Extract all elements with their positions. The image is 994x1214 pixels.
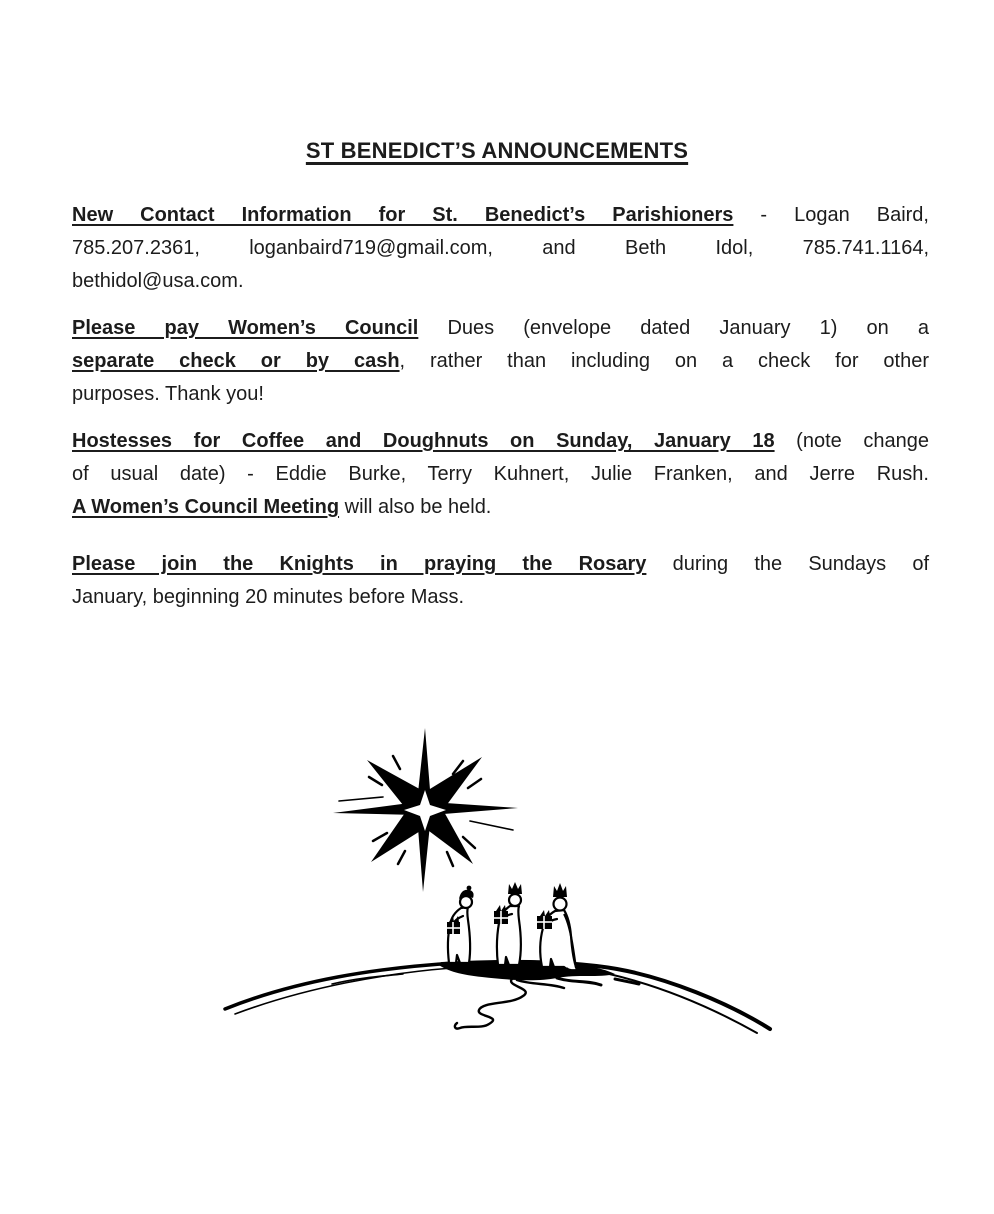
announcement-hostesses: [72, 425, 929, 524]
body-text: (note change: [774, 430, 929, 452]
star-and-magi-drawing: [217, 722, 777, 1042]
text-line: [72, 458, 929, 491]
announcement-womens-council-dues: [72, 312, 929, 411]
text-line: [72, 199, 929, 232]
body-text: will also be held.: [339, 496, 492, 518]
wise-man-middle: [494, 882, 522, 967]
announcement-rosary: [72, 548, 929, 614]
announcement-new-contact-info: [72, 199, 929, 298]
body-text: , rather than including on a check for other: [399, 350, 930, 372]
body-text: - Logan Baird,: [733, 204, 929, 226]
body-text: purposes. Thank you!: [72, 383, 264, 405]
body-text: Dues (envelope dated January 1) on a: [418, 317, 930, 339]
wise-man-right: [537, 883, 577, 970]
text-line: [72, 548, 929, 581]
text-line: [72, 378, 929, 411]
text-line: [72, 312, 929, 345]
announcement-list: [72, 199, 929, 628]
announcement-emphasis: A Women’s Council Meeting: [72, 496, 340, 518]
winding-path: [455, 978, 526, 1029]
announcement-lead-in: New Contact Information for St. Benedict’s Parishioners: [72, 204, 734, 226]
body-text: 785.207.2361, loganbaird719@gmail.com, and Beth Idol, 785.741.1164,: [72, 237, 929, 259]
text-line: [72, 581, 929, 614]
text-line: [72, 491, 929, 524]
body-text: of usual date) - Eddie Burke, Terry Kuhnert, Julie Franken, and Jerre Rush.: [72, 463, 929, 485]
announcement-lead-in: Please join the Knights in praying the Rosary: [72, 553, 647, 575]
announcement-lead-in: Hostesses for Coffee and Doughnuts on Sunday, January 18: [72, 430, 775, 452]
body-text: bethidol@usa.com.: [72, 270, 244, 292]
page-title: ST BENEDICT’S ANNOUNCEMENTS: [305, 138, 689, 163]
body-text: during the Sundays of: [646, 553, 930, 575]
text-line: [72, 232, 929, 265]
wise-man-left: [447, 886, 474, 966]
text-line: [72, 425, 929, 458]
announcement-lead-in: Please pay Women’s Council: [72, 317, 419, 339]
body-text: January, beginning 20 minutes before Mass.: [72, 586, 465, 608]
epiphany-illustration: [217, 722, 777, 1042]
bethlehem-star-icon: [333, 728, 518, 892]
announcement-emphasis: separate check or by cash: [72, 350, 400, 372]
text-line: [72, 345, 929, 378]
text-line: [72, 265, 929, 298]
